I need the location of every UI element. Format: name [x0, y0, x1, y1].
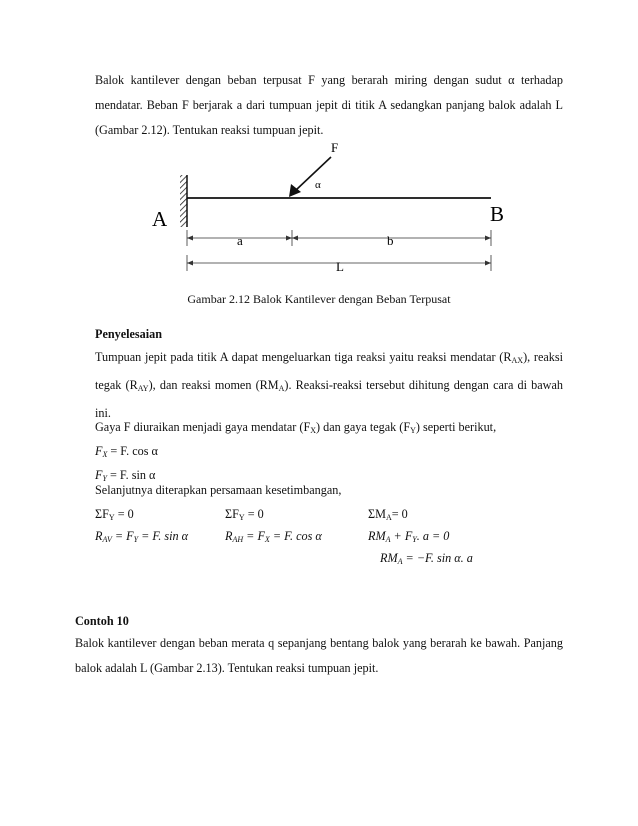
figure-caption: Gambar 2.12 Balok Kantilever dengan Beban Terpusat [187, 292, 451, 306]
intro-paragraph: Balok kantilever dengan beban terpusat F yang berarah miring dengan sudut α terhadap mendatar. Beban F berjarak a dari tumpuan jepit di titik A sedangkan panjang balok adalah L (Gambar 2.12). Tentukan reaksi tumpuan jepit. [95, 73, 563, 137]
equilibrium-intro: Selanjutnya diterapkan persamaan kesetimbangan, [95, 483, 342, 497]
equation-fy: $F_Y = F$. sin α [95, 468, 156, 483]
cantilever-beam-figure [0, 0, 638, 300]
dimension-b-label: b [387, 233, 394, 248]
result-rah: $R_{AH} = F_X = F$. cos α [225, 529, 322, 544]
dimension-a-label: a [237, 233, 243, 248]
solution-heading: Penyelesaian [95, 327, 163, 341]
result-moment: $RM_A + F_Y$. a = 0 [368, 529, 450, 544]
dimension-arrow [292, 236, 298, 241]
equation-fx: $F_X = F$. cos α [95, 444, 158, 459]
result-moment-final: $RM_A = -F$. sin α. a [380, 551, 473, 566]
example-10-heading: Contoh 10 [75, 614, 129, 628]
force-arrow-shaft [296, 157, 331, 190]
point-a-label: A [152, 207, 168, 231]
fixed-support-hatch [180, 175, 187, 227]
dimension-l-label: L [336, 259, 344, 274]
sum-equation-3: $\Sigma M_A= 0$ [368, 507, 408, 522]
dimension-arrow [286, 236, 292, 241]
dimension-arrow [485, 236, 491, 241]
force-label: F [331, 140, 339, 155]
sum-equation-2: $\Sigma F_Y = 0$ [225, 507, 264, 522]
dimension-arrow [187, 236, 193, 241]
result-rav: $R_{AV} = F_Y = F$. sin α [95, 529, 188, 544]
point-b-label: B [490, 202, 505, 226]
sum-equation-1: $\Sigma F_Y = 0$ [95, 507, 134, 522]
dimension-arrow [187, 261, 193, 266]
example-10-paragraph: Balok kantilever dengan beban merata q sepanjang bentang balok yang berarah ke bawah. Panjang balok adalah L (Gambar 2.13). Tentukan reaksi tumpuan jepit. [75, 636, 563, 675]
dimension-arrow [485, 261, 491, 266]
solution-paragraph: Tumpuan jepit pada titik A dapat mengeluarkan tiga reaksi yaitu reaksi mendatar $(R_{AX})$, reaksi tegak $(R_{AY})$, dan reaksi momen $(RM_A)$. Reaksi-reaksi tersebut dihitung dengan cara di bawah ini. [95, 350, 563, 420]
force-decomposition-text: Gaya F diuraikan menjadi gaya mendatar $(F_X)$ dan gaya tegak $(F_Y)$ seperti berikut, [95, 420, 497, 435]
angle-label: α [315, 179, 321, 191]
